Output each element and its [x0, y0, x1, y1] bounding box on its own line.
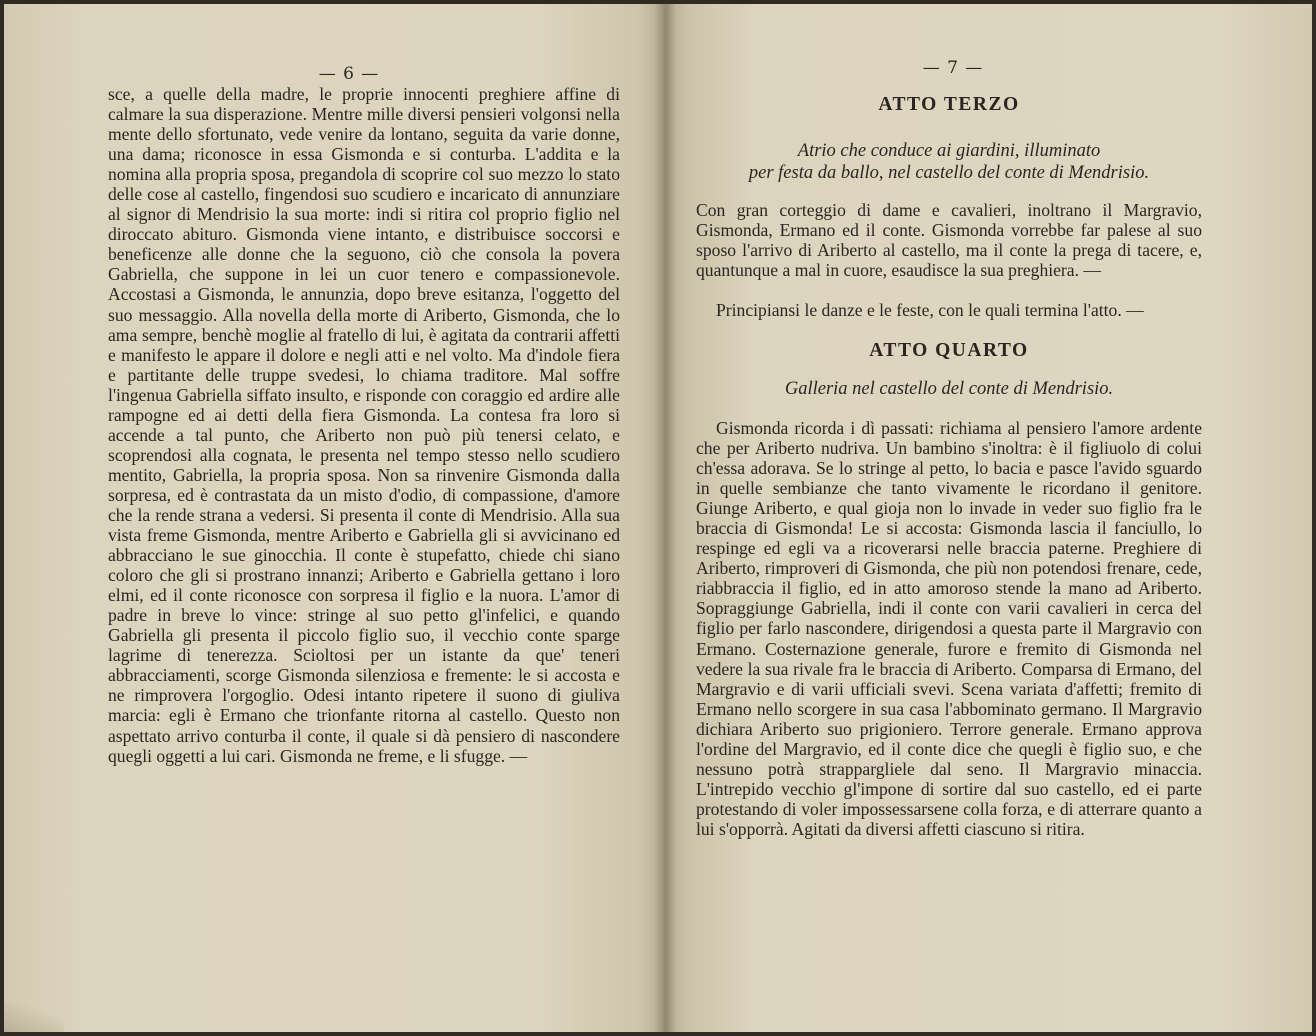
left-page-text: sce, a quelle della madre, le proprie innocenti preghiere affine di calmare la sua disperazione. Mentre mille diversi pensieri volgonsi nella mente dello sfortunato, vede venire da lontano, seguita da varie donne, una dama; riconosce in essa Gismonda e si conturba. L'addita e la nomina alla propria sposa, pregandola di scoprire col suo mezzo lo stato delle cose al castello, fingendosi suo scudiero e incaricato di annunziare al signor di Mendrisio la sua morte: indi si ritira col proprio figlio nel diroccato abituro. Gismonda viene intanto, e distribuisce soccorsi e beneficenze alle donne che la seguono, ciò che consola la povera Gabriella, che suppone in lei un cuor tenero e compassionevole. Accostasi a Gismonda, le annunzia, dopo breve esitanza, l'oggetto del suo messaggio. Alla novella della morte di Ariberto, Gismonda, che lo ama sempre, benchè moglie al fratello di lui, è agitata da contrarii affetti e manifesto le appare il dolore e negli atti e nel volto. Ma d'indole fiera e partitante delle truppe svedesi, lo chiama traditore. Mal soffre l'ingenua Gabriella siffato insulto, e risponde con coraggio ed ardire alle rampogne ed ai detti della fiera Gismonda. La contesa fra loro si accende a tal punto, che Ariberto non può più tenersi celato, e scoprendosi alla cognata, le presenta nel tempo stesso nello scudiero mentito, Gabriella, la propria sposa. Non sa rinvenire Gismonda dalla sorpresa, ed è contrastata da un misto d'odio, di compassione, d'amore che la rende strana a vedersi. Si presenta il conte di Mendrisio. Alla sua vista freme Gismonda, mentre Ariberto e Gabriella gli si avvicinano ed abbracciano le sue ginocchia. Il conte è stupefatto, chiede chi siano coloro che gli si prostrano innanzi; Ariberto e Gabriella gettano i loro elmi, ed il conte riconosce con sorpresa il figlio e la nuora. L'amor di padre in breve lo vince: stringe al suo petto gl'infelici, e quando Gabriella gli presenta il piccolo figlio suo, il vecchio conte sparge lagrime di tenerezza. Scioltosi per un istante da que' teneri abbracciamenti, scorge Gismonda silenziosa e fremente: le si accosta e ne rimprovera l'orgoglio. Odesi intanto ripetere il suono di giuliva marcia: egli è Ermano che trionfante ritorna al castello. Questo non aspettato arrivo conturba il conte, il quale si dà pensiero di nascondere quegli oggetti a lui cari. Gismonda ne freme, e li sfugge. —: [108, 84, 620, 766]
left-page: [4, 4, 664, 1032]
act3-setting-line2: per festa da ballo, nel castello del conte di Mendrisio.: [748, 163, 1150, 183]
act3-paragraph: Con gran corteggio di dame e cavalieri, inoltrano il Margravio, Gismonda, Ermano ed il conte. Gismonda vorrebbe far palese al suo sposo l'arrivo di Ariberto al castello, ma il conte la prega di tacere, e, quantunque a mal in cuore, esaudisce la sua preghiera. —: [696, 200, 1202, 281]
act4-paragraph: Gismonda ricorda i dì passati: richiama al pensiero l'amore ardente che per Ariberto nudriva. Un bambino s'inoltra: è il figliuolo di colui ch'essa adorava. Se lo stringe al petto, lo bacia e pasce l'avido sguardo in quelle sembianze che tanto vivamente le ricordano il genitore. Giunge Ariberto, e qual gioja non lo invade in veder suo figlio fra le braccia di Gismonda! Le si accosta: Gismonda lascia il fanciullo, lo respinge ed egli va a ricoverarsi nelle braccia paterne. Preghiere di Ariberto, rimproveri di Gismonda, che più non potendosi frenare, cede, riabbraccia il figlio, ed in atto amoroso stende la mano ad Ariberto. Sopraggiunge Gabriella, indi il conte con varii cavalieri in cerca del figlio per farlo nascondere, dirigendosi a questa parte il Margravio con Ermano. Costernazione generale, furore e fremito di Gismonda nel vedere la sua rivale fra le braccia di Ariberto. Comparsa di Ermano, del Margravio e di varii ufficiali svevi. Scena variata d'affetti; fremito di Ermano nello scorgere in sua casa l'abbominato germano. Il Margravio dichiara Ariberto suo prigioniero. Terrore generale. Ermano approva l'ordine del Margravio, ed il conte dice che quegli è figlio suo, e che nessuno potrà strappargliele dal seno. Il Margravio minaccia. L'intrepido vecchio gl'impone di sortire dal suo castello, ed ei parte protestando di voler impossessarsene colla forza, e di atterrare quanto a lui s'opporrà. Agitati da diversi affetti ciascuno si ritira.: [696, 418, 1202, 839]
book-gutter: [654, 4, 676, 1032]
right-page: [664, 4, 1312, 1032]
page-number-right: — 7 —: [922, 58, 984, 78]
act4-heading: ATTO QUARTO: [869, 340, 1029, 361]
act3-closing-paragraph: Principiansi le danze e le feste, con le quali termina l'atto. —: [716, 300, 1144, 320]
act3-heading: ATTO TERZO: [878, 94, 1020, 115]
page-corner-stain: [4, 1002, 64, 1032]
act3-setting-line1: Atrio che conduce ai giardini, illuminato: [797, 141, 1101, 161]
act4-setting: Galleria nel castello del conte di Mendrisio.: [784, 379, 1114, 399]
page-number-left: — 6 —: [318, 64, 380, 84]
